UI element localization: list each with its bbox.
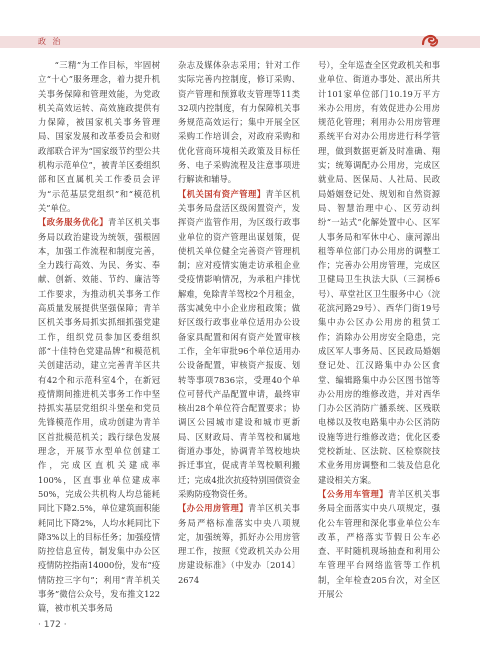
- paragraph-continued: 杂志及媒体杂志采用；针对工作实际完善内控制度，修订采购、资产管理和预算收支管理等11类32项内控制度，有力保障机关事务规范高效运行；集中开展全区采购工作培训会，对政府采购和优化营商环境相关政策及目标任务、电子采购流程及注意事项进行解读和辅导。: [178, 60, 300, 185]
- column-3: [318, 58, 440, 601]
- section-label: 政 治: [38, 37, 63, 46]
- section-body: 青羊区机关事务局以政治建设为统领，强根固本，加强工作流程和制度完善，全力践行高效、为民、务实、奉献、创新、效能、节约、廉洁等工作要求，为推动机关事务工作高质量发展提供坚强保障；青羊区机关事务局抓实抓细抓强党建工作，组织党员参加区委组织部“十佳特色党建品牌”和模范机关创建活动，建立完善青羊区共有42个和示范科室4个，在新冠疫情期间推进机关事务工作中坚持抓实基层党组织斗堡垒和党员先锋模范作用，成功创建为青羊区首批模范机关；践行绿色发展理念，开展节水型单位创建工作，完成区直机关建成率100%，区直事业单位建成率50%，完成公共机构人均总能耗同比下降2.5%，单位建筑面积能耗同比下降2%，人均水耗同比下降3%以上的目标任务；加强疫情防控信息宣传，制发集中办公区疫情防控指南14000份，发布“疫情防控三字句”；利用“青羊机关事务”微信公众号，发布推文122篇，被市机关事务局: [38, 217, 160, 614]
- section-title: 【政务服务优化】: [38, 217, 108, 228]
- paragraph-continued: 号），全年巡查全区党政机关和事业单位、街道办事处、派出所共计101家单位部门10.19万平方米办公用房，有效促进办公用房规范化管理；利用办公用房管理系统平台对办公用房进行科学管理，做到数据更新及时准确、翔实；统筹调配办公用房，完成区就业局、医保局、人社局、民政局婚姻登记处、规划和自然资源局、智慧治理中心、区劳动纠纷“一站式”化解处置中心、区军人事务局和军休中心、康河源出租等单位部门办公用房的调整工作；完善办公用房管理，完成区卫健局卫生执法大队（三洞桥6号）、草堂社区卫生服务中心（浣花滨河路29号）、西华门街19号集中办公区办公用房的租赁工作；消除办公用房安全隐患，完成区军人事务局、区民政局婚姻登记处、江汉路集中办公区食堂、编辑路集中办公区图书馆等办公用房的维修改造，并对西华门办公区消防广播系统、区残联电梯以及牧电路集中办公区消防设施等进行维修改造；优化区委党校新址、区法院、区检察院技术业务用房调整和二装及信息化建设相关方案。: [318, 60, 440, 485]
- section-title: 【机关国有资产管理】: [178, 188, 266, 199]
- red-swirl-logo-icon: [420, 30, 440, 50]
- section-office-space: [178, 501, 300, 587]
- section-state-assets: [178, 187, 300, 502]
- page-number: · 172 ·: [38, 620, 67, 630]
- section-government-service: [38, 215, 160, 615]
- section-body: 青羊区机关事务局严格标准落实中央八项规定，加强统筹，抓好办公用房管理工作，按照《党政机关办公用房建设标准》（中发办〔2014〕2674: [178, 503, 300, 585]
- header-bar: [0, 36, 480, 48]
- column-1: [38, 58, 160, 616]
- section-title: 【公务用车管理】: [318, 488, 388, 499]
- section-official-vehicles: [318, 487, 440, 601]
- section-title: 【办公用房管理】: [178, 503, 248, 514]
- column-2: [178, 58, 300, 587]
- section-body: 青羊区机关事务局全面落实中央八项规定，强化公车管理和深化事业单位公车改革，严格落实节假日公车必查、平时随机现场抽查和利用公车管理平台网络监管等工作机制，全年检查205台次，对全区开展公: [318, 488, 440, 599]
- section-body: 青羊区机关事务局盘活区级闲置资产，发挥资产监管作用，为区级行政事业单位的资产管理出谋划策，促使机关单位健全完善资产管理机制；应对疫情实施走访承租企业受疫情影响情况，为承租户排忧解难，免除青羊驾校2个月租金，落实减免中小企业房租政策；做好区级行政事业单位适用办公设备家具配置和闲有资产处置审核工作，全年审批96个单位适用办公设备配置，审核资产报废、划转等事项7836宗，受理40个单位可替代产品配置申请，最终审核出28个单位符合配置要求；协调区公园城市建设和城市更新局、区财政局、青羊驾校和属地街道办事处，协调青羊驾校地块拆迁事宜，促成青羊驾校顺利搬迁；完成4批次抗疫特别国债资金采购防疫物资任务。: [178, 188, 300, 499]
- paragraph-intro: “三精”为工作目标，牢固树立“十心”服务理念，着力提升机关事务保障和管理效能，为党政机关高效运转、高效施政提供有力保障，被国家机关事务管理局、国家发展和改革委员会和财政部联合评为“国家级节约型公共机构示范单位”，被青羊区委组织部和区直属机关工作委员会评为“示范基层党组织”和“模范机关”单位。: [38, 60, 160, 213]
